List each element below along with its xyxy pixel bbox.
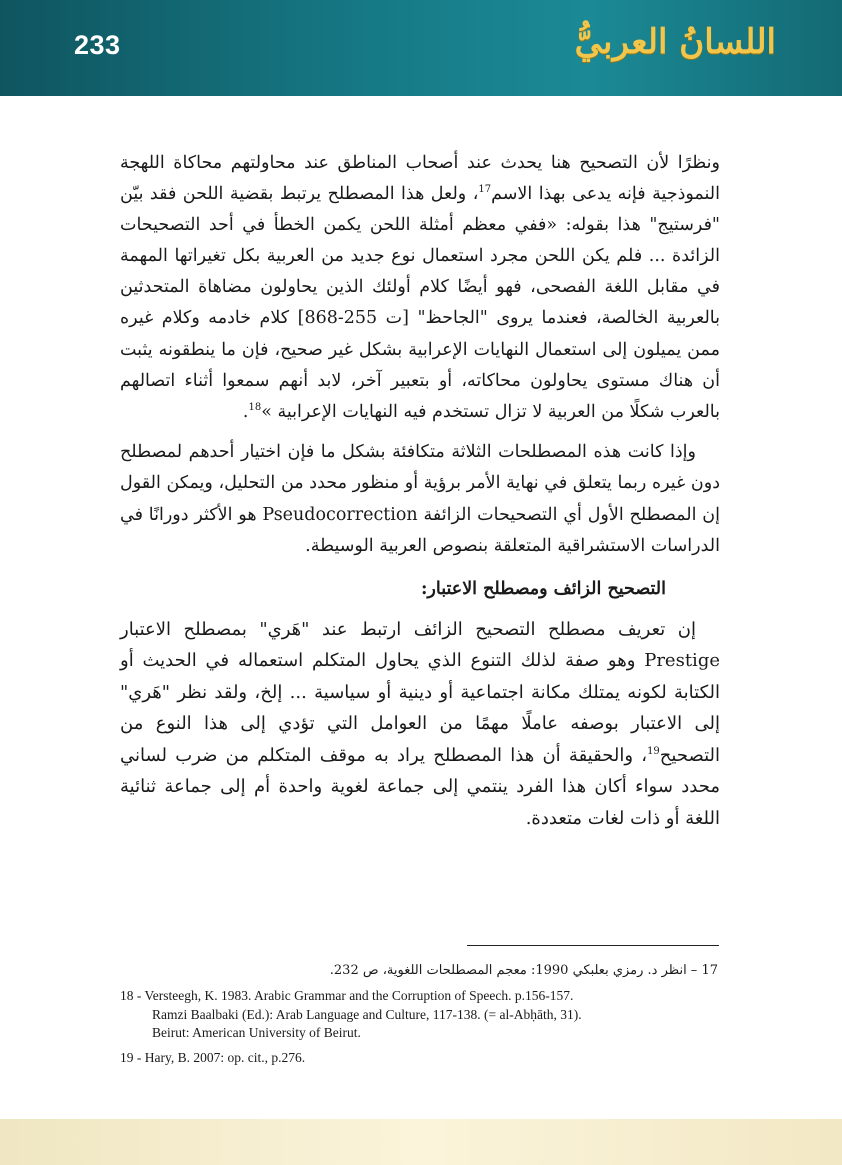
footnote-19: 19 - Hary, B. 2007: op. cit., p.276. xyxy=(120,1049,306,1065)
footnote-18-line-2: Ramzi Baalbaki (Ed.): Arab Language and Culture, 117-138. (= al-Abḥāth, 31). xyxy=(152,1006,582,1022)
page-header-band xyxy=(0,0,842,96)
paragraph-1 xyxy=(120,148,720,428)
paragraph-1-text-c: . xyxy=(242,401,249,422)
footnote-divider xyxy=(467,945,719,946)
paragraph-1-text-b: ، ولعل هذا المصطلح يرتبط بقضية اللحن فقد بيّن "فرستيج" هذا بقوله: «ففي معظم أمثلة اللحن يكمن الخطأ في أحد التصحيحات الزائدة ... فلم يكن اللحن مجرد استعمال نوع جديد من العربية بكل تغيراتها المهمة في مقابل اللغة الفصحى، فهو أيضًا كلام أولئك الذين يحاولون مضاهاة المتحدثين بالعربية الخالصة، فعندما يروى "الجاحظ" [ت 255-868] كلام خادمه وكلام غيره ممن يميلون إلى استعمال النهايات الإعرابية بشكل غير صحيح، فإن ما ينطقونه يثبت أن هناك مستوى يحاولون محاكاته، أو بتعبير آخر، لابد أنهم سمعوا أثناء اتصالهم بالعرب شكلًا من العربية لا تزال تستخدم فيه النهايات الإعرابية » xyxy=(120,184,721,422)
paragraph-2: وإذا كانت هذه المصطلحات الثلاثة متكافئة بشكل ما فإن اختيار أحدهم لمصطلح دون غيره ربما يتعلق في نهاية الأمر برؤية أو منظور محدد من التحليل، ويمكن القول إن المصطلح الأول أي التصحيحات الزائفة Pseudocorrection هو الأكثر دورانًا في الدراسات الاستشراقية المتعلقة بنصوص العربية الوسيطة. xyxy=(120,441,720,557)
footnote-ref-18: 18 xyxy=(248,401,262,413)
paragraph-3 xyxy=(120,614,720,835)
footnote-18 xyxy=(120,987,718,1043)
paragraph-3-text-a: إن تعريف مصطلح التصحيح الزائف ارتبط عند "هَري" بمصطلح الاعتبار Prestige وهو صفة لذلك التنوع الذي يحاول المتكلم استعماله في الحديث أو الكتابة لكونه يمتلك مكانة اجتماعية أو دينية أو سياسية ... إلخ، ولقد نظر "هَري" إلى الاعتبار بوصفه عاملًا مهمًا من العوامل التي تؤدي إلى هذا النوع من التصحيح xyxy=(120,618,720,766)
article-body xyxy=(120,148,720,834)
footnote-17: 17 – انظر د. رمزي بعلبكي 1990: معجم المصطلحات اللغوية، ص 232. xyxy=(329,963,718,978)
footnote-ref-17: 17 xyxy=(478,184,492,196)
footnote-18-line-3: Beirut: American University of Beirut. xyxy=(152,1025,361,1040)
paragraph-3-text-b: ، والحقيقة أن هذا المصطلح يراد به موقف المتكلم من ضرب لساني محدد سواء أكان هذا الفرد ينتمي إلى جماعة لغوية واحدة أم إلى جماعة ثنائية اللغة أو ذات لغات متعددة. xyxy=(120,744,720,829)
section-heading: التصحيح الزائف ومصطلح الاعتبار: xyxy=(420,578,666,599)
footnotes xyxy=(120,961,718,1067)
paragraph-1-text-a: ونظرًا لأن التصحيح هنا يحدث عند أصحاب المناطق عند محاولتهم محاكاة اللهجة النموذجية فإنه يدعى بهذا الاسم xyxy=(120,153,720,205)
footnote-ref-19: 19 xyxy=(647,745,660,757)
page-number: 233 xyxy=(74,30,121,60)
footnote-18-line-1: 18 - Versteegh, K. 1983. Arabic Grammar and the Corruption of Speech. p.156-157. xyxy=(120,988,574,1003)
journal-logo: اللسانُ العربيُّ xyxy=(574,22,776,62)
page-footer-band xyxy=(0,1119,842,1165)
